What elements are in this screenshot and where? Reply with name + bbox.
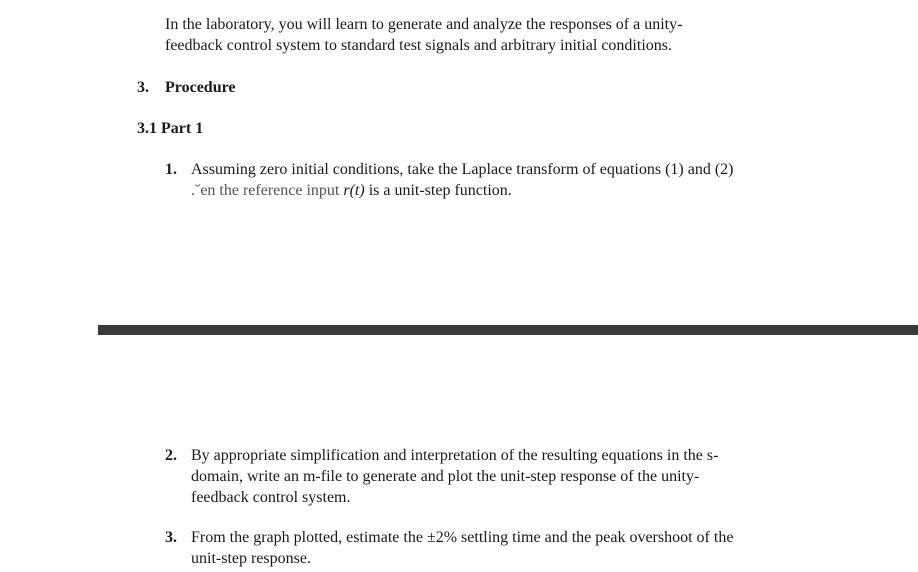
step-3-line-2: unit-step response. — [191, 550, 311, 567]
part1-heading: 3.1 Part 1 — [137, 120, 204, 137]
step-1-line-2 — [191, 180, 815, 201]
intro-paragraph — [165, 14, 805, 56]
step-1-line-2-suffix: is a unit-step function. — [364, 182, 512, 199]
procedure-step-1 — [165, 159, 815, 201]
step-3-line-1: From the graph plotted, estimate the ±2% settling time and the peak overshoot of the — [191, 529, 734, 546]
step-1-line-2-prefix: .˘en the reference input — [191, 182, 344, 199]
intro-line-2: feedback control system to standard test signals and arbitrary initial conditions. — [165, 37, 672, 54]
step-number: 2. — [165, 447, 177, 464]
step-number: 1. — [165, 161, 177, 178]
step-2-line-2: domain, write an m-file to generate and plot the unit-step response of the unity- — [191, 468, 700, 485]
procedure-step-2 — [165, 445, 815, 508]
step-2-line-1: By appropriate simplification and interpretation of the resulting equations in the s- — [191, 447, 719, 464]
step-2-line-3: feedback control system. — [191, 489, 351, 506]
reference-input-variable: r(t) — [343, 182, 365, 199]
procedure-title: Procedure — [165, 79, 236, 96]
page-divider — [98, 325, 918, 335]
procedure-step-3 — [165, 527, 815, 569]
intro-line-1: In the laboratory, you will learn to generate and analyze the responses of a unity- — [165, 16, 683, 33]
procedure-number: 3. — [137, 79, 149, 96]
step-number: 3. — [165, 529, 177, 546]
step-1-line-1: Assuming zero initial conditions, take the Laplace transform of equations (1) and (2) — [191, 161, 734, 178]
procedure-heading — [137, 77, 236, 98]
